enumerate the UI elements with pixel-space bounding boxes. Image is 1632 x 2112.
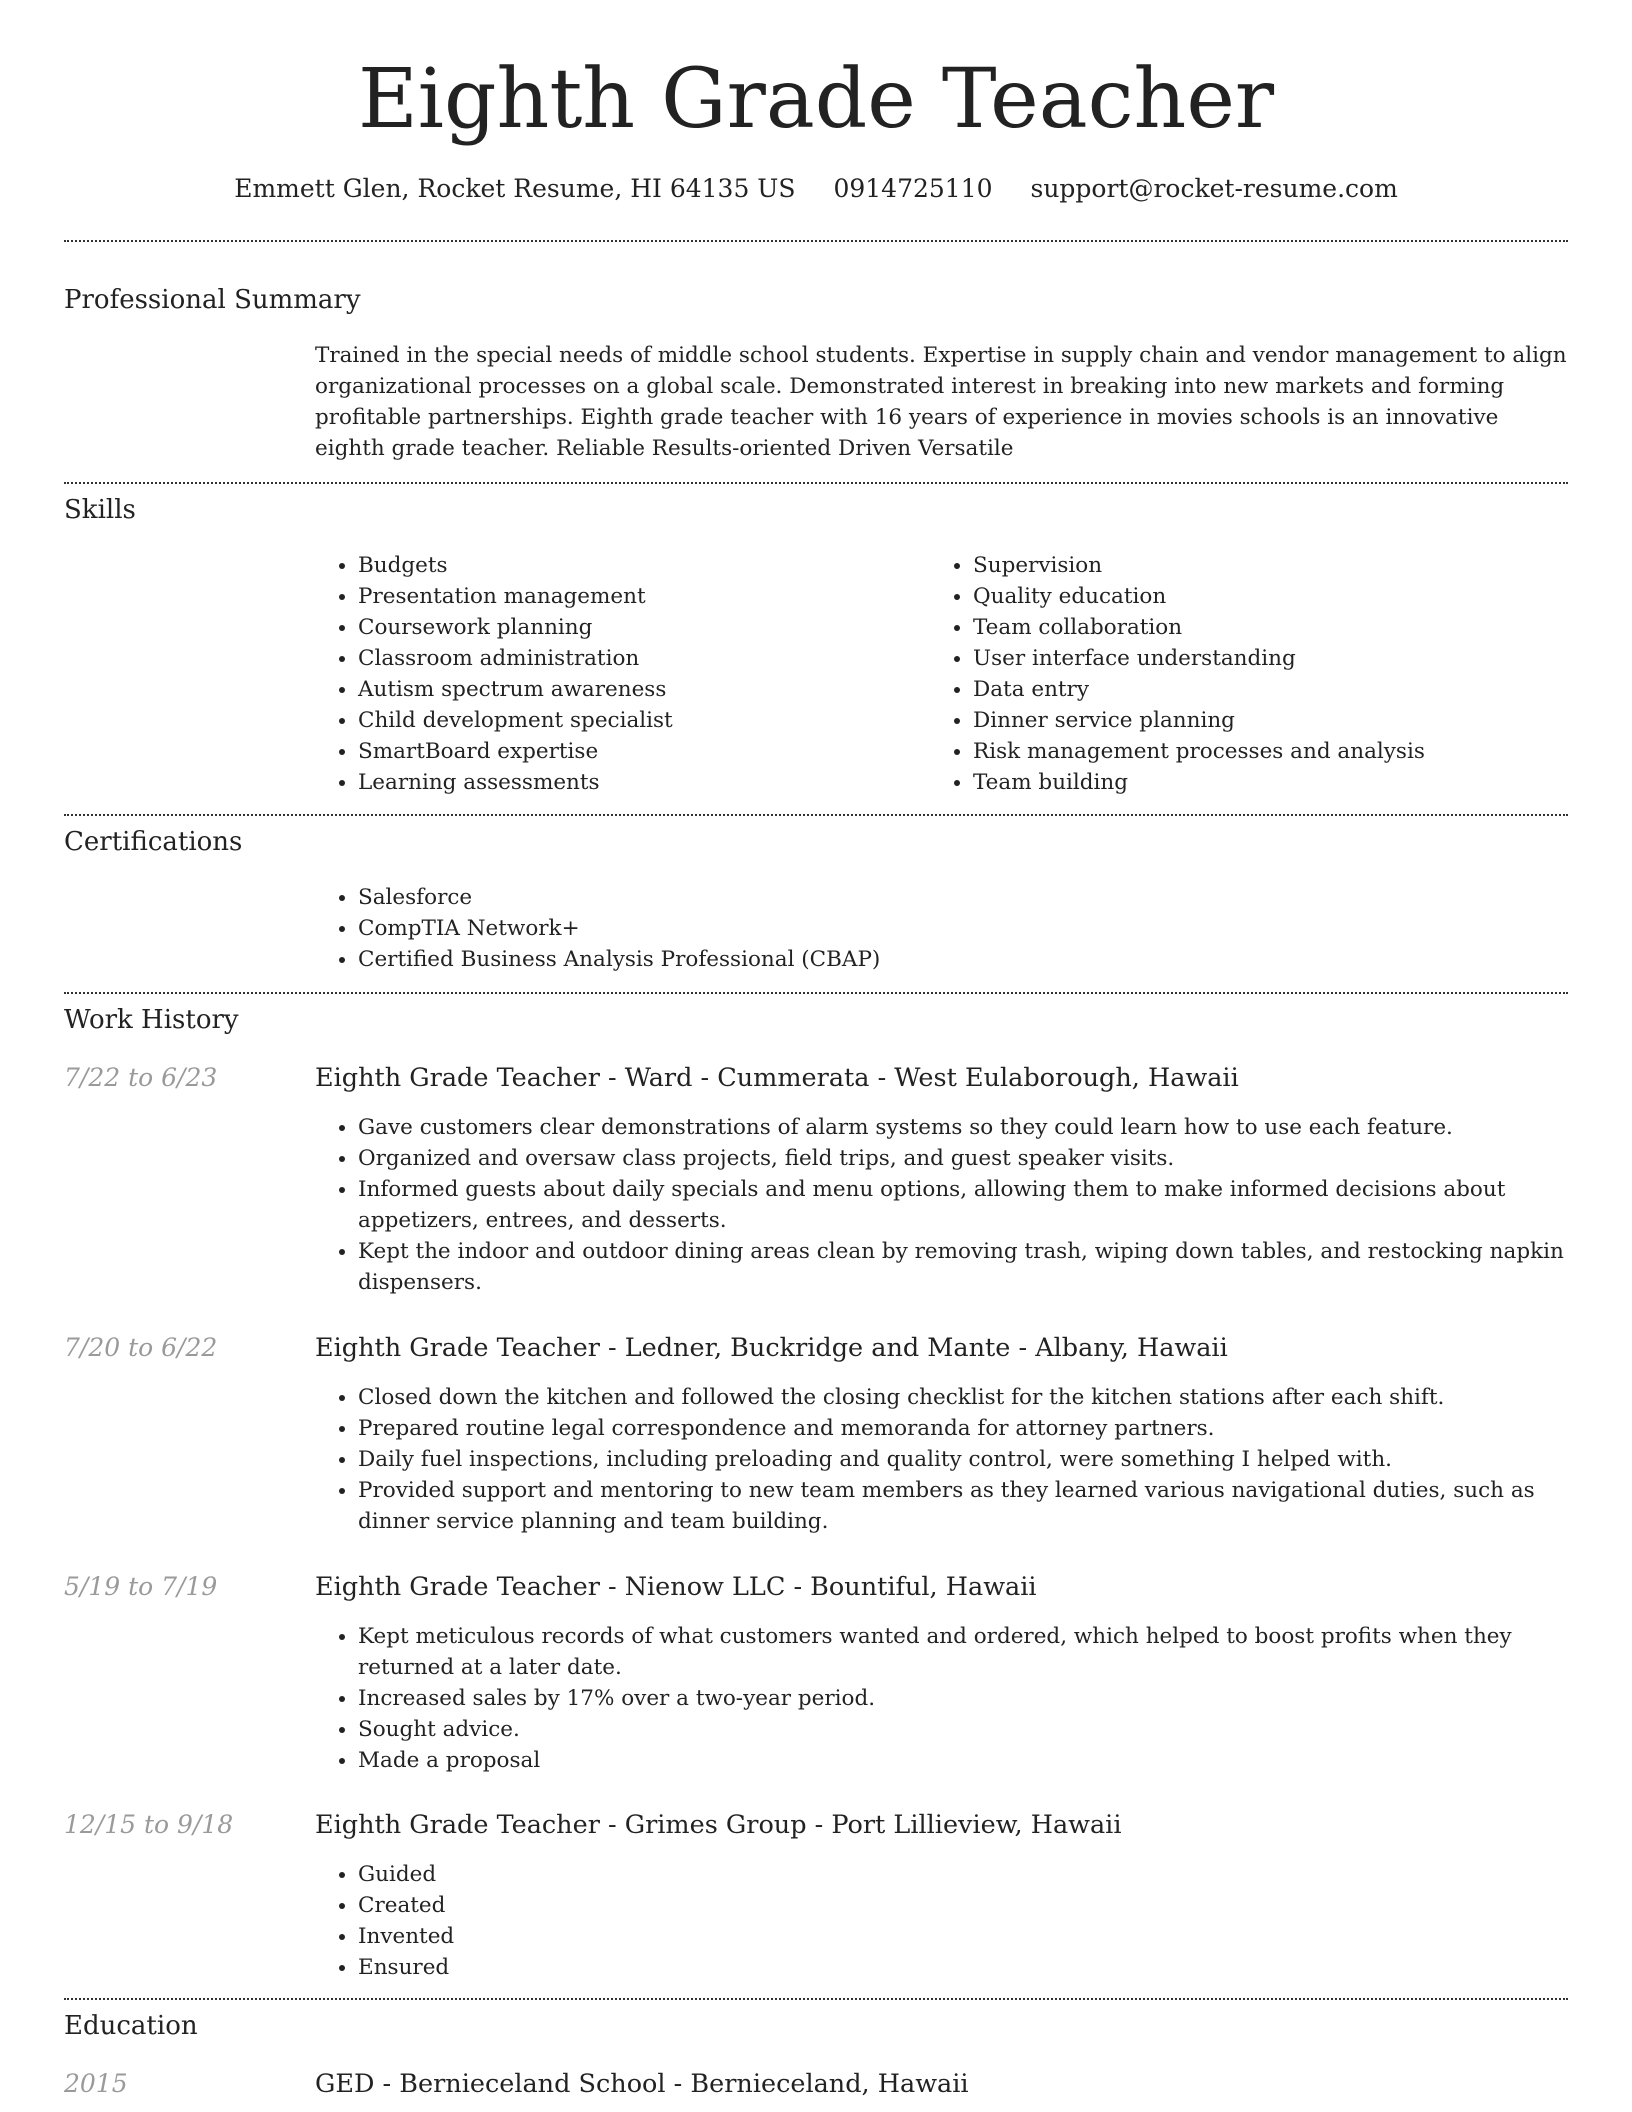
skills-heading: Skills [64,495,136,525]
section-divider [64,1998,1568,2000]
skill-item: • Child development specialist [358,705,928,736]
job-bullet: • Informed guests about daily specials and menu options, allowing them to make informed decisions about appetizers, entrees, and desserts. [358,1174,1568,1236]
certification-item: • CompTIA Network+ [358,913,1611,944]
education-heading: Education [64,2011,198,2041]
section-divider [64,814,1568,816]
certifications-list [315,882,1611,975]
contact-address: Emmett Glen, Rocket Resume, HI 64135 US [234,174,796,203]
job-bullet: • Made a proposal [358,1745,1578,1776]
job-bullet: • Guided [358,1859,1568,1890]
job-bullet: • Kept meticulous records of what customers wanted and ordered, which helped to boost profits when they returned at a later date. [358,1621,1578,1683]
skill-item: • Coursework planning [358,612,928,643]
job-heading: Eighth Grade Teacher - Grimes Group - Port Lillieview, Hawaii [315,1810,1122,1840]
contact-email: support@rocket-resume.com [1030,174,1398,203]
skill-item: • Autism spectrum awareness [358,674,928,705]
certification-item: • Salesforce [358,882,1611,913]
section-divider [64,482,1568,484]
skill-item: • Budgets [358,550,928,581]
job-bullet: • Closed down the kitchen and followed the closing checklist for the kitchen stations after each shift. [358,1382,1568,1413]
skill-item: • Team building [973,767,1593,798]
job-heading: Eighth Grade Teacher - Ledner, Buckridge and Mante - Albany, Hawaii [315,1333,1228,1363]
skill-item: • Team collaboration [973,612,1593,643]
job-bullet: • Created [358,1890,1568,1921]
job-heading: Eighth Grade Teacher - Ward - Cummerata - West Eulaborough, Hawaii [315,1063,1239,1093]
job-bullet: • Increased sales by 17% over a two-year period. [358,1683,1578,1714]
job-bullet: • Ensured [358,1952,1568,1983]
job-bullet: • Provided support and mentoring to new team members as they learned various navigational duties, such as dinner service planning and team building. [358,1475,1568,1537]
education-dates: 2015 [64,2069,128,2098]
summary-text: Trained in the special needs of middle school students. Expertise in supply chain and vendor management to align organizational processes on a global scale. Demonstrated interest in breaking into new markets and forming profitable partnerships. Eighth grade teacher with 16 years of experience in movies schools is an innovative eighth grade teacher. Reliable Results-oriented Driven Versatile [315,343,1567,461]
job-bullet: • Organized and oversaw class projects, field trips, and guest speaker visits. [358,1143,1568,1174]
contact-phone: 0914725110 [833,174,993,203]
job-dates: 12/15 to 9/18 [64,1810,234,1839]
skills-list-left [315,550,928,798]
job-bullet: • Sought advice. [358,1714,1578,1745]
skill-item: • Supervision [973,550,1593,581]
skill-item: • Dinner service planning [973,705,1593,736]
job-dates: 7/20 to 6/22 [64,1333,218,1362]
skills-list-right [930,550,1593,798]
job-bullet: • Daily fuel inspections, including preloading and quality control, were something I helped with. [358,1444,1568,1475]
job-bullets [315,1382,1568,1537]
skill-item: • User interface understanding [973,643,1593,674]
job-bullets [315,1859,1568,1983]
skill-item: • Risk management processes and analysis [973,736,1593,767]
contact-line [64,172,1568,206]
candidate-name: Eighth Grade Teacher [357,52,1275,147]
work-history-heading: Work History [64,1005,239,1035]
job-dates: 5/19 to 7/19 [64,1572,218,1601]
job-bullet: • Kept the indoor and outdoor dining areas clean by removing trash, wiping down tables, and restocking napkin dispensers. [358,1236,1568,1298]
skill-item: • Presentation management [358,581,928,612]
skill-item: • Data entry [973,674,1593,705]
summary-heading: Professional Summary [64,285,361,315]
certifications-heading: Certifications [64,827,243,857]
section-divider [64,240,1568,242]
skill-item: • Learning assessments [358,767,928,798]
job-bullets [315,1112,1568,1298]
skill-item: • SmartBoard expertise [358,736,928,767]
skill-item: • Classroom administration [358,643,928,674]
job-dates: 7/22 to 6/23 [64,1063,218,1092]
job-bullet: • Prepared routine legal correspondence and memoranda for attorney partners. [358,1413,1568,1444]
education-heading-line: GED - Bernieceland School - Bernieceland, Hawaii [315,2069,969,2099]
job-bullet: • Invented [358,1921,1568,1952]
skill-item: • Quality education [973,581,1593,612]
section-divider [64,992,1568,994]
certification-item: • Certified Business Analysis Professional (CBAP) [358,944,1611,975]
job-heading: Eighth Grade Teacher - Nienow LLC - Bountiful, Hawaii [315,1572,1037,1602]
job-bullets [315,1621,1578,1776]
job-bullet: • Gave customers clear demonstrations of alarm systems so they could learn how to use each feature. [358,1112,1568,1143]
